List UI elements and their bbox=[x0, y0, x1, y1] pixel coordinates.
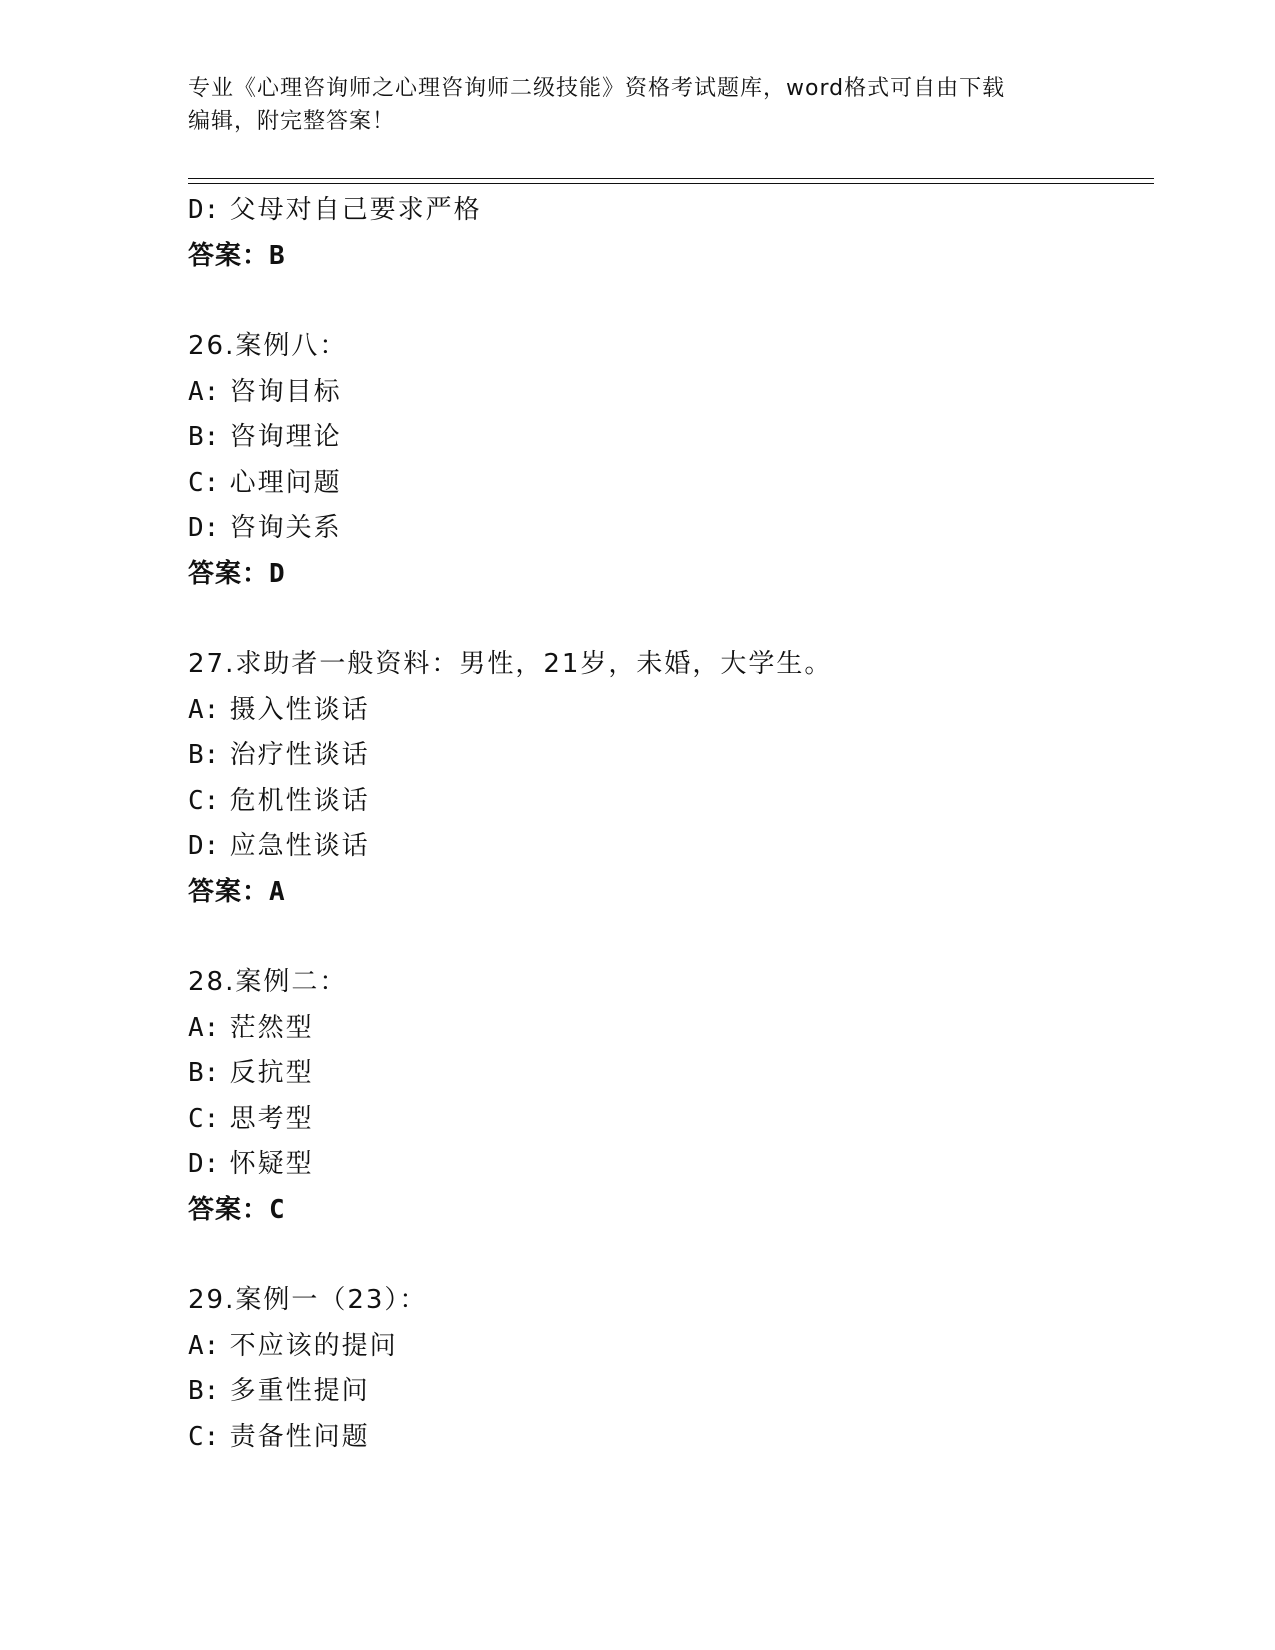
option-text: 咨询目标 bbox=[229, 376, 342, 407]
option-label: A: bbox=[188, 376, 220, 407]
option-label: A: bbox=[188, 1330, 220, 1361]
answer-value: A bbox=[269, 876, 286, 907]
option-a bbox=[188, 1324, 1148, 1370]
header-divider-bottom bbox=[188, 183, 1154, 184]
answer-line bbox=[188, 234, 1148, 280]
option-label: B: bbox=[188, 422, 220, 452]
answer-label: 答案： bbox=[188, 876, 270, 907]
answer-value: C bbox=[269, 1194, 286, 1225]
option-text: 思考型 bbox=[229, 1103, 314, 1134]
question-stem: 28.案例二： bbox=[188, 967, 348, 997]
option-text: 应急性谈话 bbox=[229, 831, 370, 861]
option-label: C: bbox=[188, 1421, 220, 1452]
option-text: 父母对自己要求严格 bbox=[229, 195, 482, 225]
option-label: A: bbox=[188, 694, 220, 725]
answer-label: 答案： bbox=[188, 240, 270, 271]
answer-line bbox=[188, 552, 1148, 598]
option-text: 咨询关系 bbox=[229, 513, 342, 543]
answer-label: 答案： bbox=[188, 1194, 270, 1225]
question-29 bbox=[188, 1278, 1148, 1460]
option-a bbox=[188, 1006, 1148, 1052]
option-c bbox=[188, 779, 1148, 825]
option-d bbox=[188, 824, 1148, 870]
option-a bbox=[188, 688, 1148, 734]
option-b bbox=[188, 733, 1148, 779]
header-line-2: 编辑，附完整答案！ bbox=[188, 109, 396, 134]
option-label: D: bbox=[188, 513, 220, 543]
option-text: 治疗性谈话 bbox=[229, 740, 370, 770]
option-text: 多重性提问 bbox=[229, 1376, 370, 1406]
question-stem: 26.案例八： bbox=[188, 331, 348, 361]
option-text: 责备性问题 bbox=[229, 1421, 370, 1452]
question-list bbox=[188, 188, 1148, 1460]
answer-label: 答案： bbox=[188, 558, 270, 589]
option-text: 茫然型 bbox=[229, 1012, 314, 1043]
option-label: C: bbox=[188, 1103, 220, 1134]
option-text: 心理问题 bbox=[229, 467, 342, 498]
answer-line bbox=[188, 1188, 1148, 1234]
question-26 bbox=[188, 324, 1148, 597]
option-c bbox=[188, 1415, 1148, 1461]
header-divider-top bbox=[188, 178, 1154, 179]
answer-value: D bbox=[269, 558, 286, 589]
option-text: 反抗型 bbox=[229, 1058, 314, 1088]
answer-line bbox=[188, 870, 1148, 916]
question-stem: 27.求助者一般资料：男性，21岁，未婚，大学生。 bbox=[188, 649, 833, 679]
option-label: D: bbox=[188, 195, 220, 225]
option-text: 咨询理论 bbox=[229, 422, 342, 452]
option-b bbox=[188, 1051, 1148, 1097]
option-label: D: bbox=[188, 831, 220, 861]
option-label: C: bbox=[188, 785, 220, 816]
answer-value: B bbox=[269, 240, 286, 271]
option-c bbox=[188, 461, 1148, 507]
option-label: B: bbox=[188, 1058, 220, 1088]
option-d bbox=[188, 1142, 1148, 1188]
option-d bbox=[188, 506, 1148, 552]
option-text: 怀疑型 bbox=[229, 1149, 314, 1179]
option-label: B: bbox=[188, 1376, 220, 1406]
option-a bbox=[188, 370, 1148, 416]
option-label: A: bbox=[188, 1012, 220, 1043]
option-b bbox=[188, 1369, 1148, 1415]
option-c bbox=[188, 1097, 1148, 1143]
option-label: D: bbox=[188, 1149, 220, 1179]
option-text: 危机性谈话 bbox=[229, 785, 370, 816]
option-b bbox=[188, 415, 1148, 461]
document-header bbox=[188, 72, 1088, 138]
option-text: 不应该的提问 bbox=[229, 1330, 398, 1361]
option-label: C: bbox=[188, 467, 220, 498]
header-line-1: 专业《心理咨询师之心理咨询师二级技能》资格考试题库，word格式可自由下载 bbox=[188, 76, 1006, 101]
question-27 bbox=[188, 642, 1148, 915]
option-label: B: bbox=[188, 740, 220, 770]
question-stem: 29.案例一（23）： bbox=[188, 1285, 428, 1315]
option-text: 摄入性谈话 bbox=[229, 694, 370, 725]
option-d bbox=[188, 188, 1148, 234]
question-28 bbox=[188, 960, 1148, 1233]
